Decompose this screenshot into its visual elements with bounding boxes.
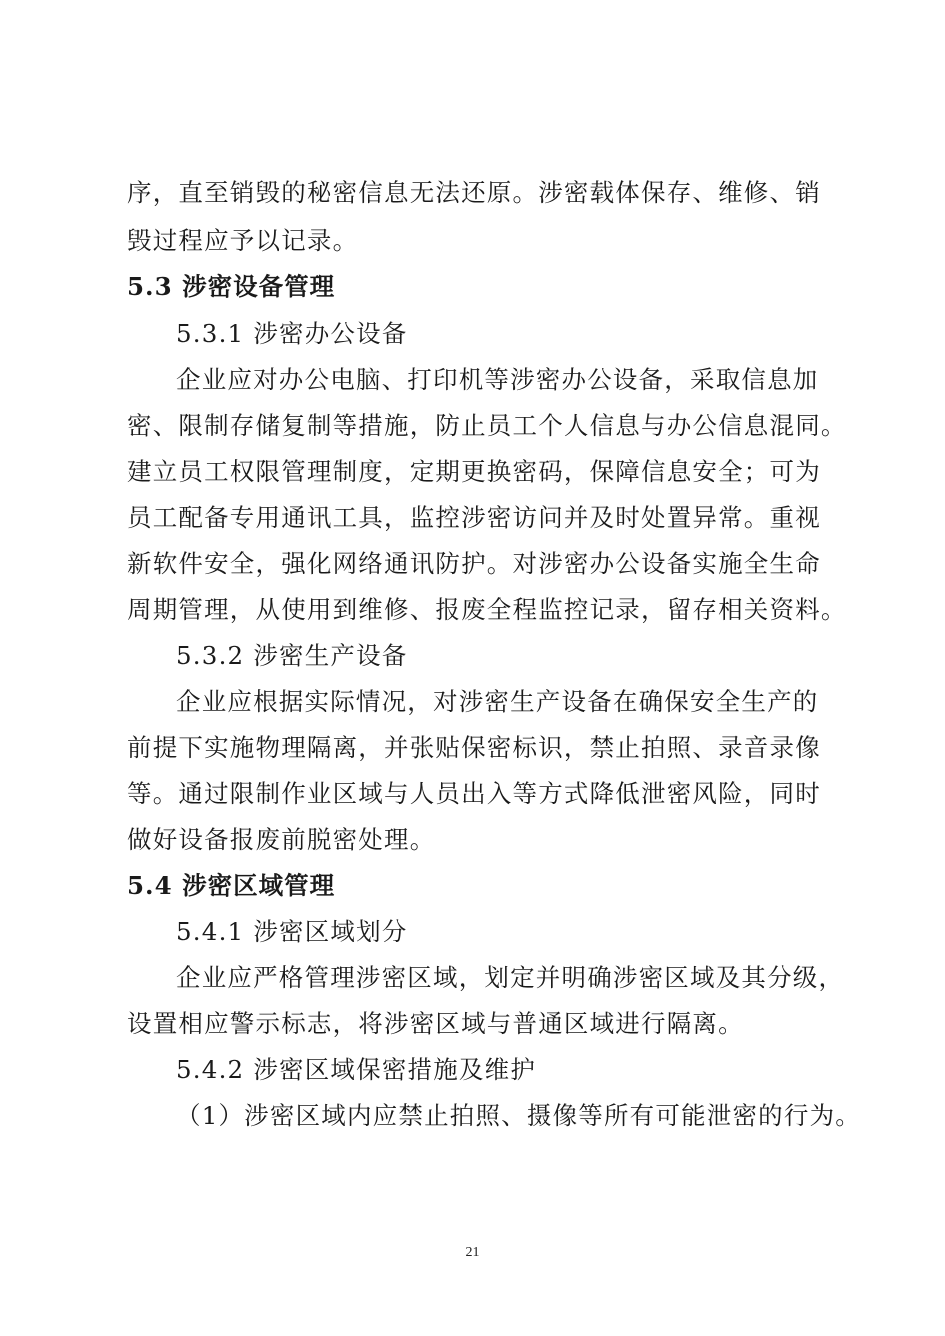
section-heading-5-3: 5.3 涉密设备管理 — [127, 272, 336, 301]
paragraph-line: 员工配备专用通讯工具，监控涉密访问并及时处置异常。重视 — [127, 503, 821, 532]
paragraph-line: 企业应对办公电脑、打印机等涉密办公设备，采取信息加 — [176, 365, 819, 394]
subsection-heading-5-4-2: 5.4.2 涉密区域保密措施及维护 — [176, 1055, 537, 1084]
paragraph-line: 企业应严格管理涉密区域，划定并明确涉密区域及其分级， — [176, 963, 845, 992]
paragraph-line: 建立员工权限管理制度，定期更换密码，保障信息安全；可为 — [127, 457, 821, 486]
paragraph-line: 周期管理，从使用到维修、报废全程监控记录，留存相关资料。 — [127, 595, 847, 624]
section-heading-5-4: 5.4 涉密区域管理 — [127, 871, 336, 900]
paragraph-line: 毁过程应予以记录。 — [127, 226, 359, 255]
paragraph-line: 做好设备报废前脱密处理。 — [127, 825, 436, 854]
subsection-heading-5-3-1: 5.3.1 涉密办公设备 — [176, 319, 408, 348]
list-item-1: （1）涉密区域内应禁止拍照、摄像等所有可能泄密的行为。 — [176, 1101, 861, 1130]
subsection-heading-5-4-1: 5.4.1 涉密区域划分 — [176, 917, 408, 946]
paragraph-line: 新软件安全，强化网络通讯防护。对涉密办公设备实施全生命 — [127, 549, 821, 578]
paragraph-line: 密、限制存储复制等措施，防止员工个人信息与办公信息混同。 — [127, 411, 847, 440]
paragraph-line: 企业应根据实际情况，对涉密生产设备在确保安全生产的 — [176, 687, 819, 716]
subsection-heading-5-3-2: 5.3.2 涉密生产设备 — [176, 641, 408, 670]
paragraph-line: 序，直至销毁的秘密信息无法还原。涉密载体保存、维修、销 — [127, 178, 821, 207]
paragraph-line: 前提下实施物理隔离，并张贴保密标识，禁止拍照、录音录像 — [127, 733, 821, 762]
paragraph-line: 等。通过限制作业区域与人员出入等方式降低泄密风险，同时 — [127, 779, 821, 808]
paragraph-line: 设置相应警示标志，将涉密区域与普通区域进行隔离。 — [127, 1009, 744, 1038]
page-number: 21 — [465, 1245, 480, 1260]
